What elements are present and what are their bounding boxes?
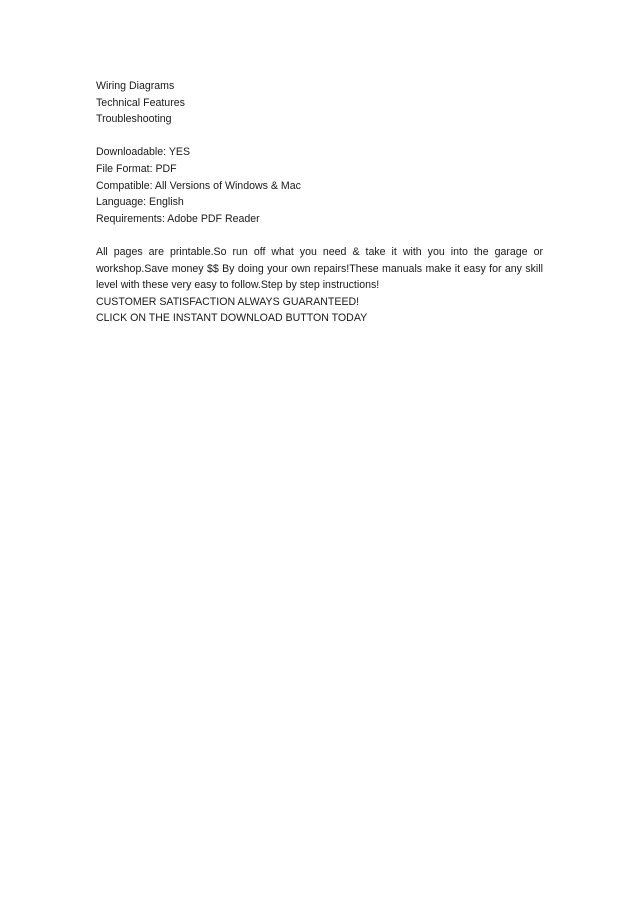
- feature-item-wiring-diagrams: Wiring Diagrams: [96, 80, 175, 92]
- spec-requirements: Requirements: Adobe PDF Reader: [96, 212, 260, 225]
- feature-item-technical-features: Technical Features: [96, 96, 185, 109]
- spec-compatible: Compatible: All Versions of Windows & Mac: [96, 179, 301, 192]
- spec-language: Language: English: [96, 196, 184, 209]
- spacer: [96, 227, 543, 244]
- feature-item-troubleshooting: Troubleshooting: [96, 113, 172, 126]
- feature-list: [96, 78, 543, 128]
- call-to-action-text: CLICK ON THE INSTANT DOWNLOAD BUTTON TODAY: [96, 312, 368, 325]
- document-body: [96, 78, 543, 327]
- spec-file-format: File Format: PDF: [96, 162, 177, 175]
- spec-list: [96, 144, 543, 227]
- spec-downloadable: Downloadable: YES: [96, 146, 191, 159]
- guarantee-text: CUSTOMER SATISFACTION ALWAYS GUARANTEED!: [96, 295, 360, 308]
- spacer: [96, 128, 543, 145]
- description-paragraph: All pages are printable.So run off what you need & take it with you into the garage or workshop.Save money $$ By doing your own repairs!These manuals make it easy for any skill level with these very easy to follow.Step by step instructions!: [96, 245, 543, 292]
